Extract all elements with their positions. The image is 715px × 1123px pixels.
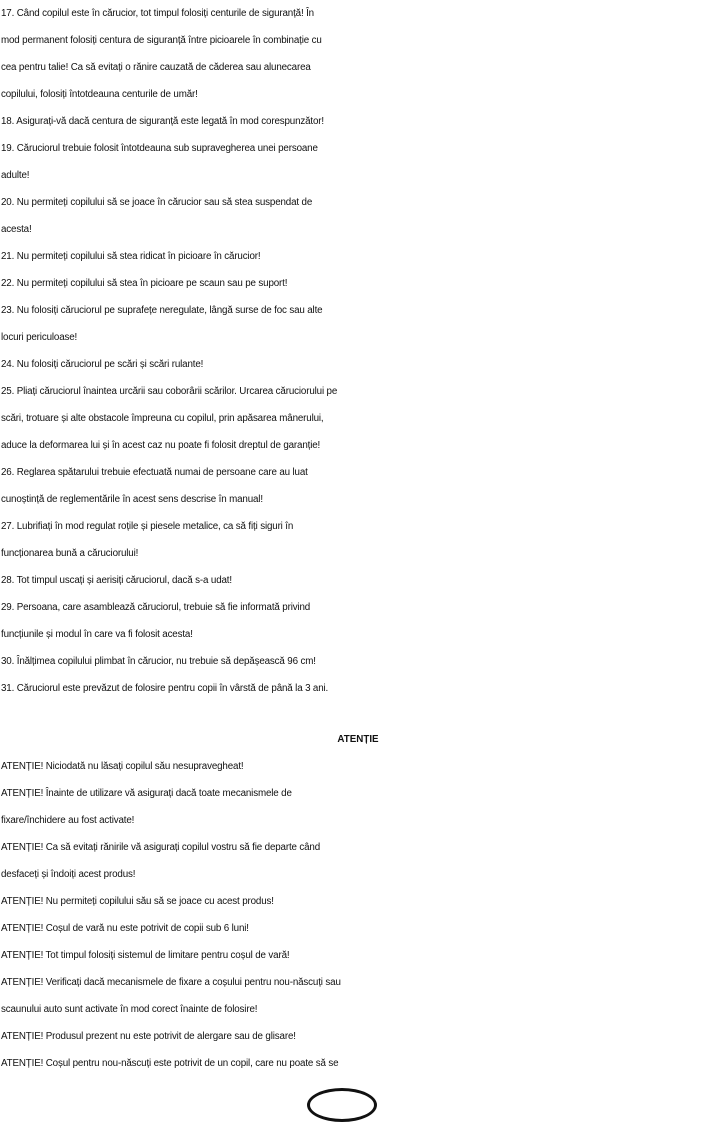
warnings-list [1,753,715,1077]
warning-heading: ATENȚIE [337,734,379,745]
instruction-line: 18. Asigurați-vă dacă centura de siguranță este legată în mod corespunzător! [1,116,324,127]
warning-line: ATENȚIE! Verificați dacă mecanismele de fixare a coșului pentru nou-născuți sau [1,977,341,988]
instruction-line: adulte! [1,170,30,181]
instruction-line: cea pentru talie! Ca să evitați o rănire cauzată de căderea sau alunecarea [1,62,311,73]
warning-line: scaunului auto sunt activate în mod corect înainte de folosire! [1,1004,258,1015]
instruction-line: cunoștință de reglementările în acest sens descrise în manual! [1,494,263,505]
instruction-line: 22. Nu permiteți copilului să stea în picioare pe scaun sau pe suport! [1,278,288,289]
instruction-line: 19. Căruciorul trebuie folosit întotdeauna sub supravegherea unei persoane [1,143,318,154]
instruction-line: 20. Nu permiteți copilului să se joace în cărucior sau să stea suspendat de [1,197,313,208]
warning-line: desfaceți și îndoiți acest produs! [1,869,136,880]
instruction-line: 23. Nu folosiți căruciorul pe suprafețe neregulate, lângă surse de foc sau alte [1,305,323,316]
instruction-line: 29. Persoana, care asamblează căruciorul, trebuie să fie informată privind [1,602,311,613]
instruction-line: funcționarea bună a căruciorului! [1,548,139,559]
instruction-line: scări, trotuare și alte obstacole împreuna cu copilul, prin apăsarea mânerului, [1,413,324,424]
warning-line: ATENȚIE! Coșul de vară nu este potrivit de copii sub 6 luni! [1,923,249,934]
warning-line: fixare/închidere au fost activate! [1,815,135,826]
page-number-oval [307,1088,377,1122]
instruction-line: 21. Nu permiteți copilului să stea ridicat în picioare în cărucior! [1,251,261,262]
section-gap [1,702,715,726]
warning-line: ATENȚIE! Înainte de utilizare vă asigurați dacă toate mecanismele de [1,788,292,799]
instruction-line: aduce la deformarea lui și în acest caz nu poate fi folosit dreptul de garanție! [1,440,321,451]
warning-line: ATENȚIE! Nu permiteți copilului său să se joace cu acest produs! [1,896,274,907]
instruction-line: acesta! [1,224,32,235]
instruction-line: funcțiunile și modul în care va fi folosit acesta! [1,629,193,640]
warning-line: ATENȚIE! Ca să evitați rănirile vă asigurați copilul vostru să fie departe când [1,842,321,853]
instruction-line: mod permanent folosiți centura de siguranță între picioarele în combinație cu [1,35,322,46]
warning-line: ATENȚIE! Niciodată nu lăsați copilul său nesupravegheat! [1,761,244,772]
instruction-line: 30. Înălțimea copilului plimbat în cărucior, nu trebuie să depășească 96 cm! [1,656,316,667]
instruction-line: 25. Pliați căruciorul înaintea urcării sau coborârii scărilor. Urcarea căruciorului pe [1,386,338,397]
instruction-line: copilului, folosiți întotdeauna centurile de umăr! [1,89,198,100]
warning-line: ATENȚIE! Produsul prezent nu este potrivit de alergare sau de glisare! [1,1031,296,1042]
warning-line: ATENȚIE! Tot timpul folosiți sistemul de limitare pentru coșul de vară! [1,950,290,961]
warning-line: ATENȚIE! Coșul pentru nou-născuți este potrivit de un copil, care nu poate să se [1,1058,339,1069]
instruction-line: 31. Căruciorul este prevăzut de folosire pentru copii în vârstă de până la 3 ani. [1,683,329,694]
instruction-line: 28. Tot timpul uscați și aerisiți căruciorul, dacă s-a udat! [1,575,232,586]
instruction-line: 26. Reglarea spătarului trebuie efectuată numai de persoane care au luat [1,467,308,478]
instruction-line: 27. Lubrifiați în mod regulat roțile și piesele metalice, ca să fiți siguri în [1,521,294,532]
instruction-line: locuri periculoase! [1,332,78,343]
safety-instructions-list [1,0,715,702]
instruction-line: 24. Nu folosiți căruciorul pe scări și scări rulante! [1,359,204,370]
instruction-line: 17. Când copilul este în cărucior, tot timpul folosiți centurile de siguranță! În [1,8,314,19]
